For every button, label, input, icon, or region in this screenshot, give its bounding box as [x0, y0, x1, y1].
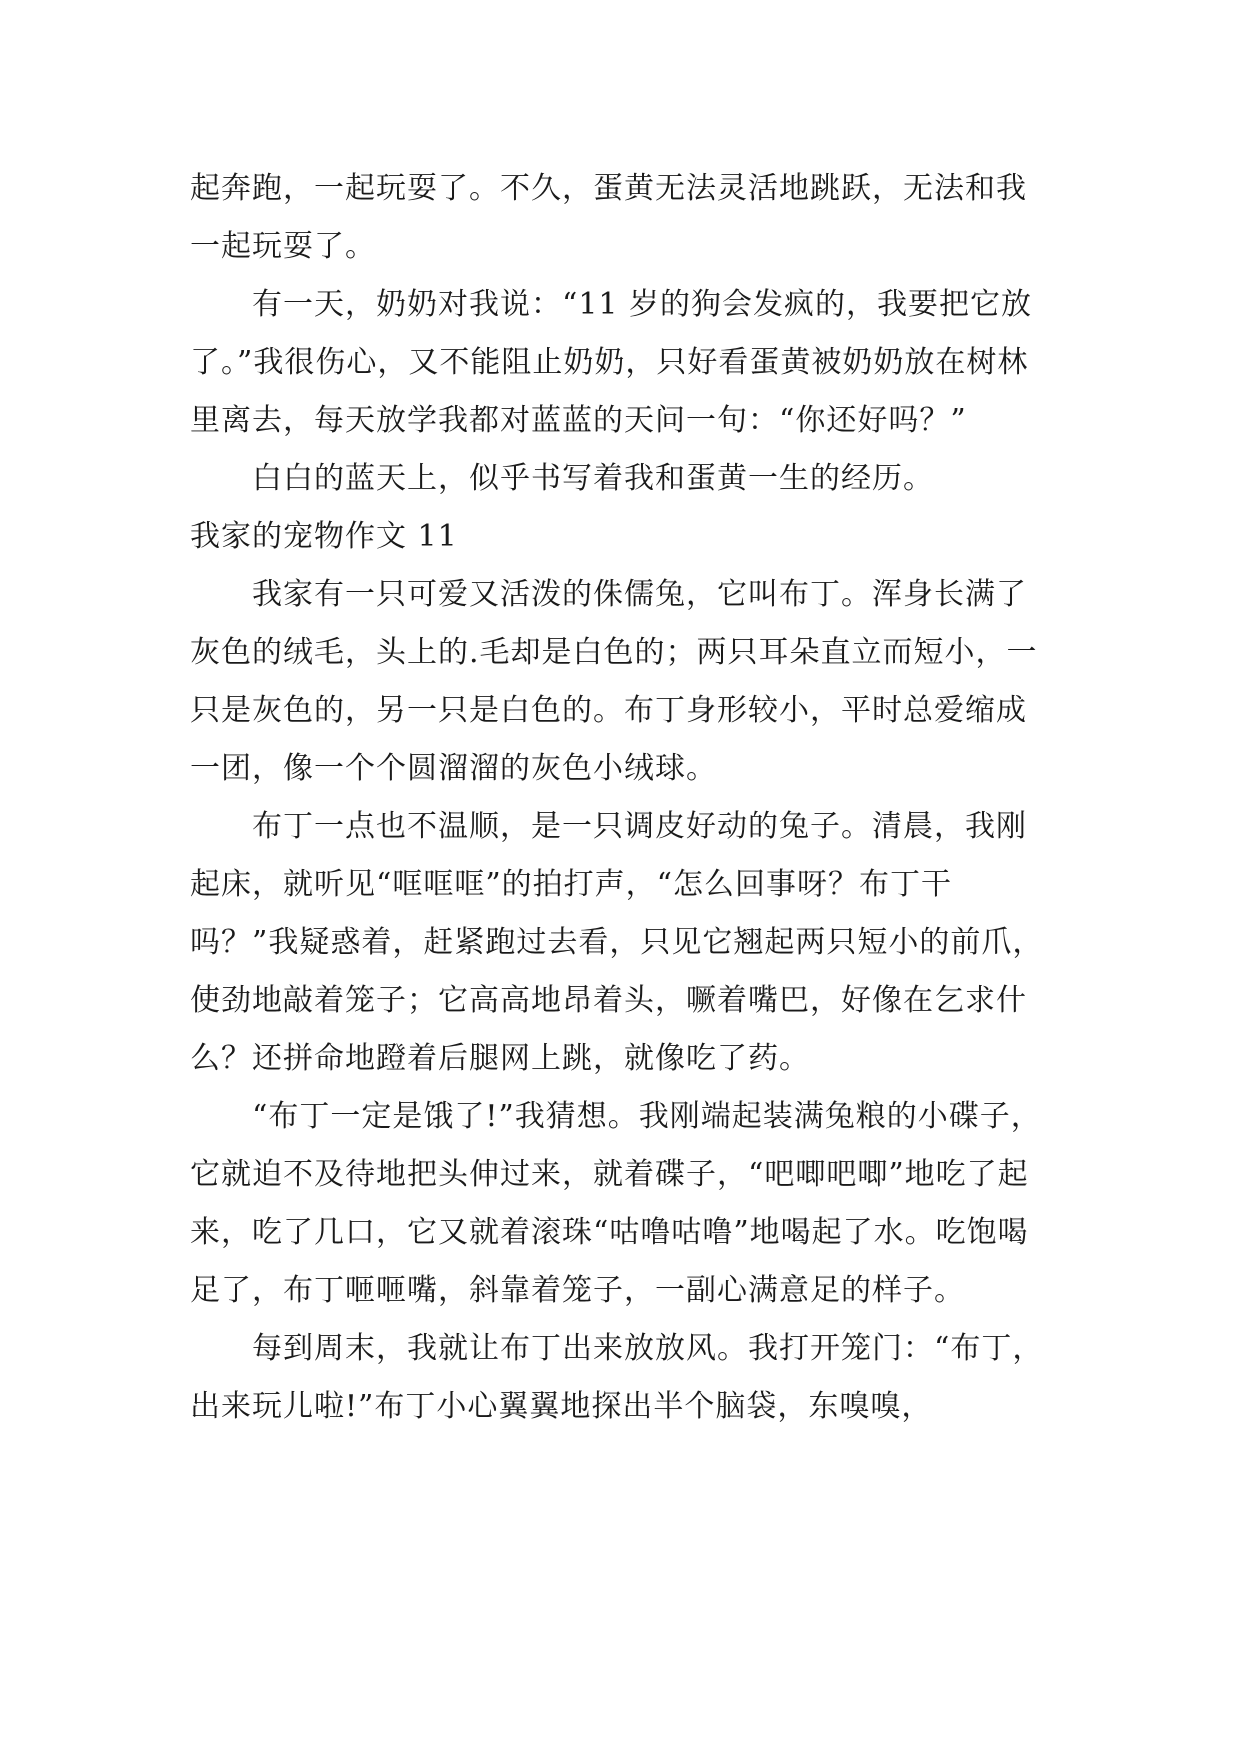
- paragraph-sky: 白白的蓝天上，似乎书写着我和蛋黄一生的经历。: [252, 461, 934, 496]
- document-body: [190, 160, 1048, 1436]
- paragraph-continuation: 起奔跑，一起玩耍了。不久，蛋黄无法灵活地跳跃，无法和我一起玩耍了。: [190, 171, 1027, 264]
- paragraph-rabbit-intro: 我家有一只可爱又活泼的侏儒兔，它叫布丁。浑身长满了灰色的绒毛，头上的.毛却是白色的；两只耳朵直立而短小，一只是灰色的，另一只是白色的。布丁身形较小，平时总爱缩成一团，像一个个圆溜溜的灰色小绒球。: [190, 577, 1038, 786]
- paragraph-rabbit-weekend: 每到周末，我就让布丁出来放放风。我打开笼门：“布丁，出来玩儿啦!”布丁小心翼翼地探出半个脑袋，东嗅嗅，: [190, 1331, 1044, 1424]
- essay-heading: 我家的宠物作文 11: [190, 519, 458, 554]
- paragraph-rabbit-eating: “布丁一定是饿了!”我猜想。我刚端起装满兔粮的小碟子，它就迫不及待地把头伸过来，就着碟子，“吧唧吧唧”地吃了起来，吃了几口，它又就着滚珠“咕噜咕噜”地喝起了水。吃饱喝足了，布丁咂咂嘴，斜靠着笼子，一副心满意足的样子。: [190, 1099, 1042, 1308]
- paragraph-rabbit-naughty: 布丁一点也不温顺，是一只调皮好动的兔子。清晨，我刚起床，就听见“哐哐哐”的拍打声，“怎么回事呀？布丁干吗？”我疑惑着，赶紧跑过去看，只见它翘起两只短小的前爪，使劲地敲着笼子；它高高地昂着头，噘着嘴巴，好像在乞求什么？还拼命地蹬着后腿网上跳，就像吃了药。: [190, 809, 1044, 1076]
- paragraph-grandma: 有一天，奶奶对我说：“11 岁的狗会发疯的，我要把它放了。”我很伤心，又不能阻止奶奶，只好看蛋黄被奶奶放在树林里离去，每天放学我都对蓝蓝的天问一句：“你还好吗？”: [190, 287, 1033, 438]
